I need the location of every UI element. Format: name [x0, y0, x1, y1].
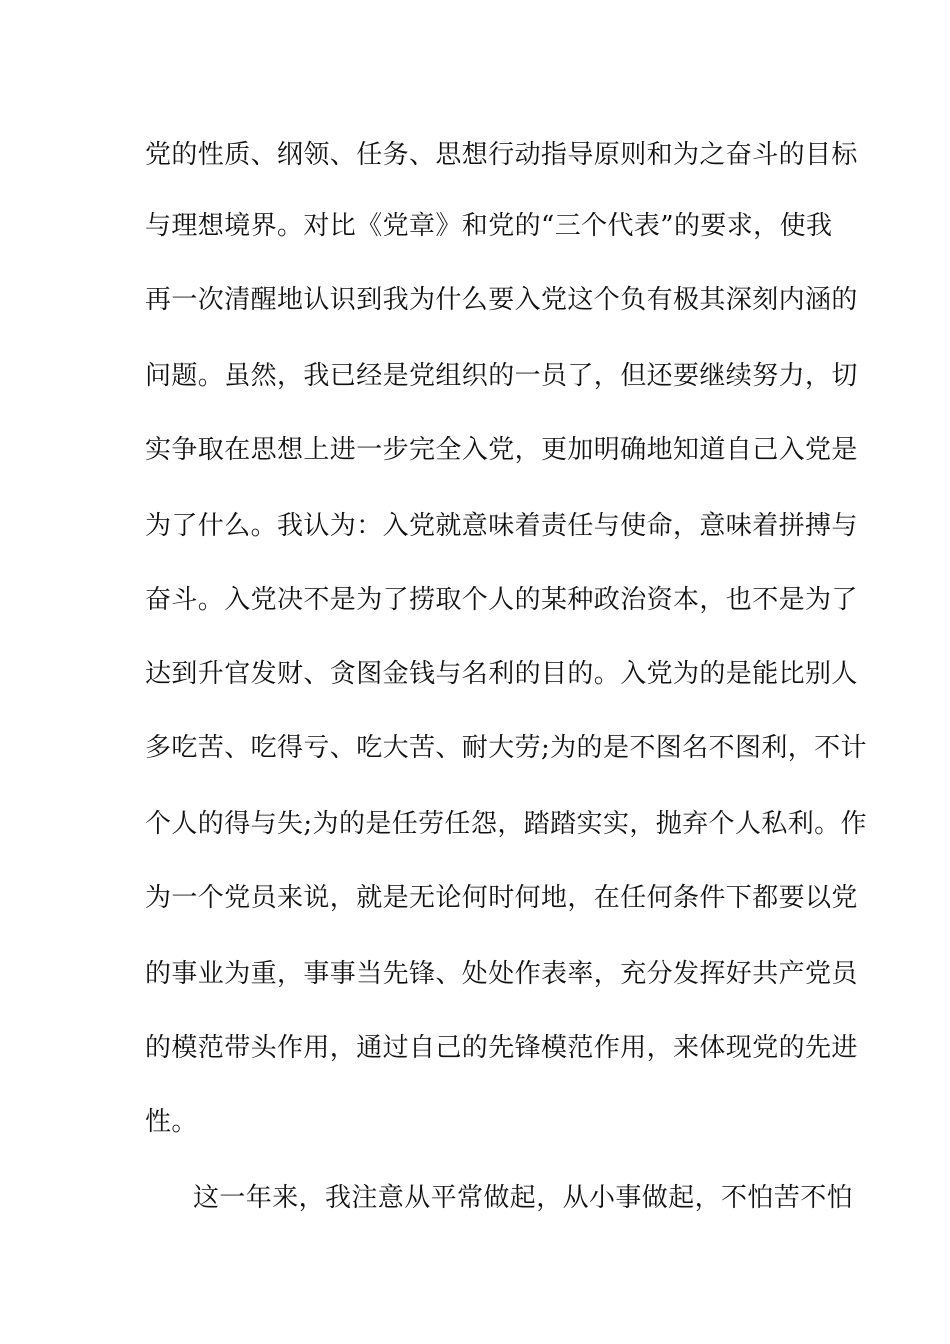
paragraph-line: 问题。虽然，我已经是党组织的一员了，但还要继续努力，切	[145, 361, 858, 391]
paragraph-line: 与理想境界。对比《党章》和党的“三个代表”的要求，使我	[145, 211, 833, 241]
paragraph-line: 奋斗。入党决不是为了捞取个人的某种政治资本，也不是为了	[145, 585, 858, 615]
paragraph-line: 实争取在思想上进一步完全入党，更加明确地知道自己入党是	[145, 435, 858, 465]
paragraph-line: 这一年来，我注意从平常做起，从小事做起，不怕苦不怕	[193, 1183, 854, 1213]
paragraph-line: 再一次清醒地认识到我为什么要入党这个负有极其深刻内涵的	[145, 285, 858, 315]
paragraph-line: 的事业为重，事事当先锋、处处作表率，充分发挥好共产党员	[145, 959, 858, 989]
paragraph-line: 个人的得与失;为的是任劳任怨，踏踏实实，抛弃个人私利。作	[145, 809, 867, 839]
paragraph-line: 党的性质、纲领、任务、思想行动指导原则和为之奋斗的目标	[145, 140, 858, 170]
paragraph-line: 性。	[145, 1107, 198, 1137]
paragraph-line: 的模范带头作用，通过自己的先锋模范作用，来体现党的先进	[145, 1033, 858, 1063]
paragraph-line: 为一个党员来说，就是无论何时何地，在任何条件下都要以党	[145, 883, 858, 913]
paragraph-line: 为了什么。我认为：入党就意味着责任与使命，意味着拼搏与	[145, 511, 858, 541]
paragraph-line: 达到升官发财、贪图金钱与名利的目的。入党为的是能比别人	[145, 659, 858, 689]
paragraph-line: 多吃苦、吃得亏、吃大苦、耐大劳;为的是不图名不图利，不计	[145, 733, 867, 763]
